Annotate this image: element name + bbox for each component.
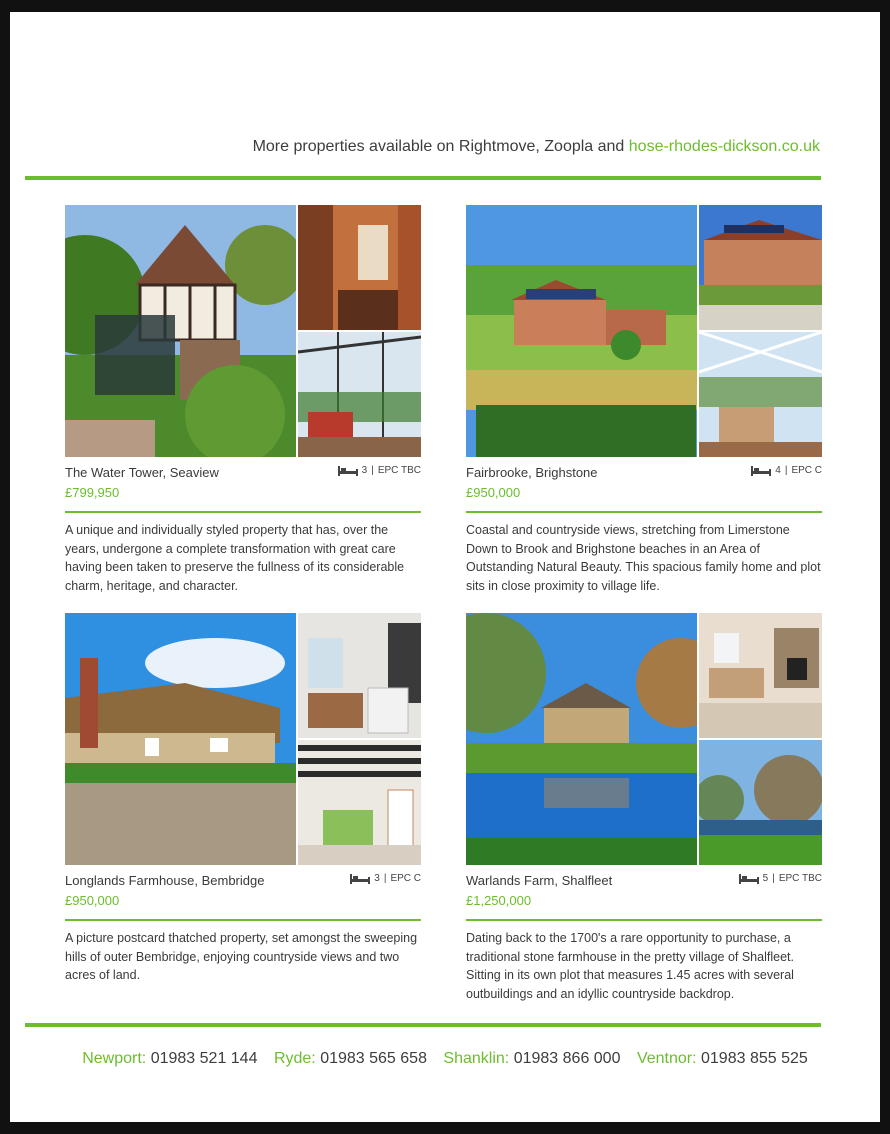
- conservatory-photo[interactable]: [699, 332, 822, 457]
- office-contacts: [10, 1050, 880, 1068]
- bed-icon: [338, 466, 358, 476]
- exterior-photo[interactable]: [699, 205, 822, 330]
- listing-card-water-tower[interactable]: [65, 205, 421, 595]
- header-text: More properties available on Rightmove, Zoopla and: [252, 138, 629, 155]
- listing-price: £950,000: [466, 485, 521, 500]
- main-photo[interactable]: [466, 205, 697, 457]
- office-phone: 01983 855 525: [701, 1050, 808, 1067]
- listing-meta: [65, 871, 421, 919]
- top-divider: [25, 176, 821, 180]
- interior-photo-2[interactable]: [298, 332, 421, 457]
- listing-meta: [466, 871, 822, 919]
- listing-card-longlands[interactable]: [65, 613, 421, 985]
- office-phone: 01983 565 658: [320, 1050, 427, 1067]
- listing-price: £950,000: [65, 893, 120, 908]
- living-room-photo[interactable]: [298, 740, 421, 865]
- listing-description: Coastal and countryside views, stretching from Limerstone Down to Brook and Brighstone beaches in an Area of Outstanding Natural Beauty. This spacious family home and plot sits in close proximity to village life.: [466, 523, 821, 593]
- bed-count: 4: [775, 465, 781, 476]
- card-divider: [65, 511, 421, 513]
- bed-icon: [739, 874, 759, 884]
- epc-rating: EPC C: [791, 465, 822, 476]
- photo-group: [466, 613, 822, 865]
- office-name: Shanklin:: [443, 1050, 510, 1067]
- photo-group: [65, 205, 421, 457]
- bottom-divider: [25, 1023, 821, 1027]
- bed-icon: [751, 466, 771, 476]
- epc-rating: EPC C: [390, 873, 421, 884]
- office-phone: 01983 866 000: [513, 1050, 621, 1067]
- listing-spec: [338, 465, 421, 476]
- spec-separator: |: [371, 465, 374, 476]
- bed-icon: [350, 874, 370, 884]
- listing-title: Longlands Farmhouse, Bembridge: [65, 873, 265, 888]
- office-newport[interactable]: [82, 1050, 257, 1067]
- spec-separator: |: [784, 465, 788, 476]
- card-divider: [65, 919, 421, 921]
- card-divider: [466, 919, 822, 921]
- listing-spec: [739, 873, 822, 884]
- photo-group: [65, 613, 421, 865]
- epc-rating: EPC TBC: [377, 465, 421, 476]
- epc-rating: EPC TBC: [778, 873, 822, 884]
- card-divider: [466, 511, 822, 513]
- bed-count: 5: [762, 873, 769, 884]
- bed-count: 3: [374, 873, 380, 884]
- office-name: Ventnor:: [636, 1050, 697, 1067]
- listing-price: £799,950: [65, 485, 120, 500]
- listing-title: Fairbrooke, Brighstone: [466, 465, 598, 480]
- listing-price: £1,250,000: [466, 893, 532, 908]
- office-name: Ryde:: [273, 1050, 316, 1067]
- spec-separator: |: [772, 873, 775, 884]
- interior-photo-1[interactable]: [298, 205, 421, 330]
- spec-separator: |: [383, 873, 387, 884]
- photo-group: [466, 205, 822, 457]
- main-photo[interactable]: [466, 613, 697, 865]
- listing-card-warlands[interactable]: [466, 613, 822, 1003]
- listing-description: A picture postcard thatched property, set amongst the sweeping hills of outer Bembridge, enjoying countryside views and two acres of land.: [65, 931, 418, 982]
- brochure-page: [10, 12, 880, 1122]
- kitchen-photo[interactable]: [298, 613, 421, 738]
- listing-spec: [350, 873, 421, 884]
- website-link[interactable]: hose-rhodes-dickson.co.uk: [628, 138, 820, 155]
- main-photo[interactable]: [65, 205, 296, 457]
- listing-meta: [65, 463, 421, 511]
- lounge-photo[interactable]: [699, 613, 822, 738]
- office-phone: 01983 521 144: [150, 1050, 258, 1067]
- listing-meta: [466, 463, 822, 511]
- garden-photo[interactable]: [699, 740, 822, 865]
- office-shanklin[interactable]: [443, 1050, 620, 1067]
- listing-card-fairbrooke[interactable]: [466, 205, 822, 595]
- office-name: Newport:: [82, 1050, 147, 1067]
- listing-description: A unique and individually styled property that has, over the years, undergone a complete transformation with great care having been taken to preserve the fullness of its considerable charm, heritage, and character.: [65, 523, 405, 593]
- listing-title: The Water Tower, Seaview: [65, 465, 219, 480]
- header-line: [24, 138, 820, 156]
- bed-count: 3: [361, 465, 368, 476]
- listing-description: Dating back to the 1700's a rare opportunity to purchase, a traditional stone farmhouse in the pretty village of Shalfleet. Sitting in its own plot that measures 1.45 acres with several outbuildings and an idyllic countryside backdrop.: [466, 931, 794, 1001]
- office-ryde[interactable]: [274, 1050, 427, 1067]
- main-photo[interactable]: [65, 613, 296, 865]
- listing-title: Warlands Farm, Shalfleet: [466, 873, 613, 888]
- listing-spec: [751, 465, 822, 476]
- office-ventnor[interactable]: [637, 1050, 808, 1067]
